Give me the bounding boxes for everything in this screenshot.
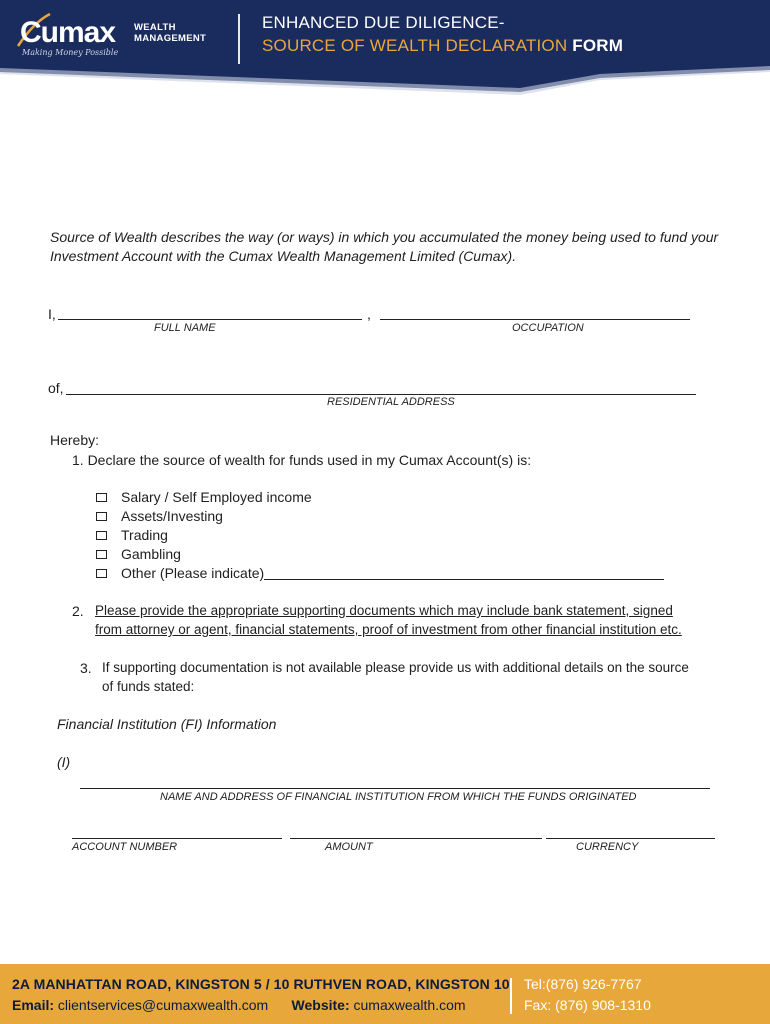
footer-website-link[interactable]: cumaxwealth.com [353,997,466,1013]
full-name-label: FULL NAME [154,322,216,334]
item2-line1: Please provide the appropriate supporting documents which may include bank statement, signed [95,603,673,618]
of-prefix: of, [48,380,64,396]
checkbox-assets[interactable] [96,512,107,521]
full-name-field[interactable] [58,319,362,320]
fi-name-address-label: NAME AND ADDRESS OF FINANCIAL INSTITUTION FROM WHICH THE FUNDS ORIGINATED [160,791,637,803]
residential-address-field[interactable] [66,394,696,395]
footer-divider [510,978,512,1014]
occupation-label: OCCUPATION [512,322,584,334]
option-other: Other (Please indicate) [121,565,265,581]
logo-management: MANAGEMENT [134,33,207,44]
currency-label: CURRENCY [576,841,639,853]
page-footer [0,964,770,1024]
item3-line2: of funds stated: [102,679,195,694]
item2-line2: from attorney or agent, financial statements, proof of investment from other financial institution etc. [95,622,682,637]
footer-website-label: Website: [291,997,350,1013]
logo-tagline: Making Money Possible [22,48,119,57]
footer-email-label: Email: [12,997,55,1013]
option-trading: Trading [121,527,168,543]
fi-heading: Financial Institution (FI) Information [57,716,277,732]
item2-number: 2. [72,603,84,619]
account-number-label: ACCOUNT NUMBER [72,841,178,853]
occupation-field[interactable] [380,319,690,320]
logo-wordmark: Cumax [20,16,116,49]
item3-number: 3. [80,660,92,676]
comma-separator: , [367,306,371,322]
form-title-white: FORM [572,36,624,55]
i-prefix: I, [48,306,56,322]
footer-fax: Fax: (876) 908-1310 [524,997,651,1013]
currency-field[interactable] [546,838,715,839]
page-header [0,0,770,95]
fi-name-address-field[interactable] [80,788,710,789]
form-title-line1: ENHANCED DUE DILIGENCE- [262,13,505,32]
form-title-line2 [262,36,623,56]
checkbox-salary[interactable] [96,493,107,502]
item3-line1: If supporting documentation is not available please provide us with additional details on the source [102,660,689,675]
option-salary: Salary / Self Employed income [121,489,312,505]
header-divider [238,14,240,64]
amount-label: AMOUNT [325,841,373,853]
footer-email-link[interactable]: clientservices@cumaxwealth.com [57,997,269,1013]
declaration-item-1: 1. Declare the source of wealth for funds used in my Cumax Account(s) is: [72,452,532,468]
option-gambling: Gambling [121,546,181,562]
account-number-field[interactable] [72,838,282,839]
logo-subtitle [134,22,206,44]
intro-paragraph: Source of Wealth describes the way (or ways) in which you accumulated the money being used to fund your Investment Account with the Cumax Wealth Management Limited (Cumax). [50,229,719,264]
residential-address-label: RESIDENTIAL ADDRESS [327,396,455,408]
footer-address: 2A MANHATTAN ROAD, KINGSTON 5 / 10 RUTHVEN ROAD, KINGSTON 10 [12,976,510,992]
footer-contact [12,997,466,1013]
other-source-field[interactable] [264,579,664,580]
hereby-text: Hereby: [50,432,100,448]
checkbox-other[interactable] [96,569,107,578]
option-assets: Assets/Investing [121,508,223,524]
form-title-gold: SOURCE OF WEALTH DECLARATION [262,36,568,55]
amount-field[interactable] [290,838,542,839]
checkbox-gambling[interactable] [96,550,107,559]
footer-tel: Tel:(876) 926-7767 [524,976,642,992]
fi-index: (I) [57,754,71,770]
logo-wealth: WEALTH [134,22,176,33]
checkbox-trading[interactable] [96,531,107,540]
